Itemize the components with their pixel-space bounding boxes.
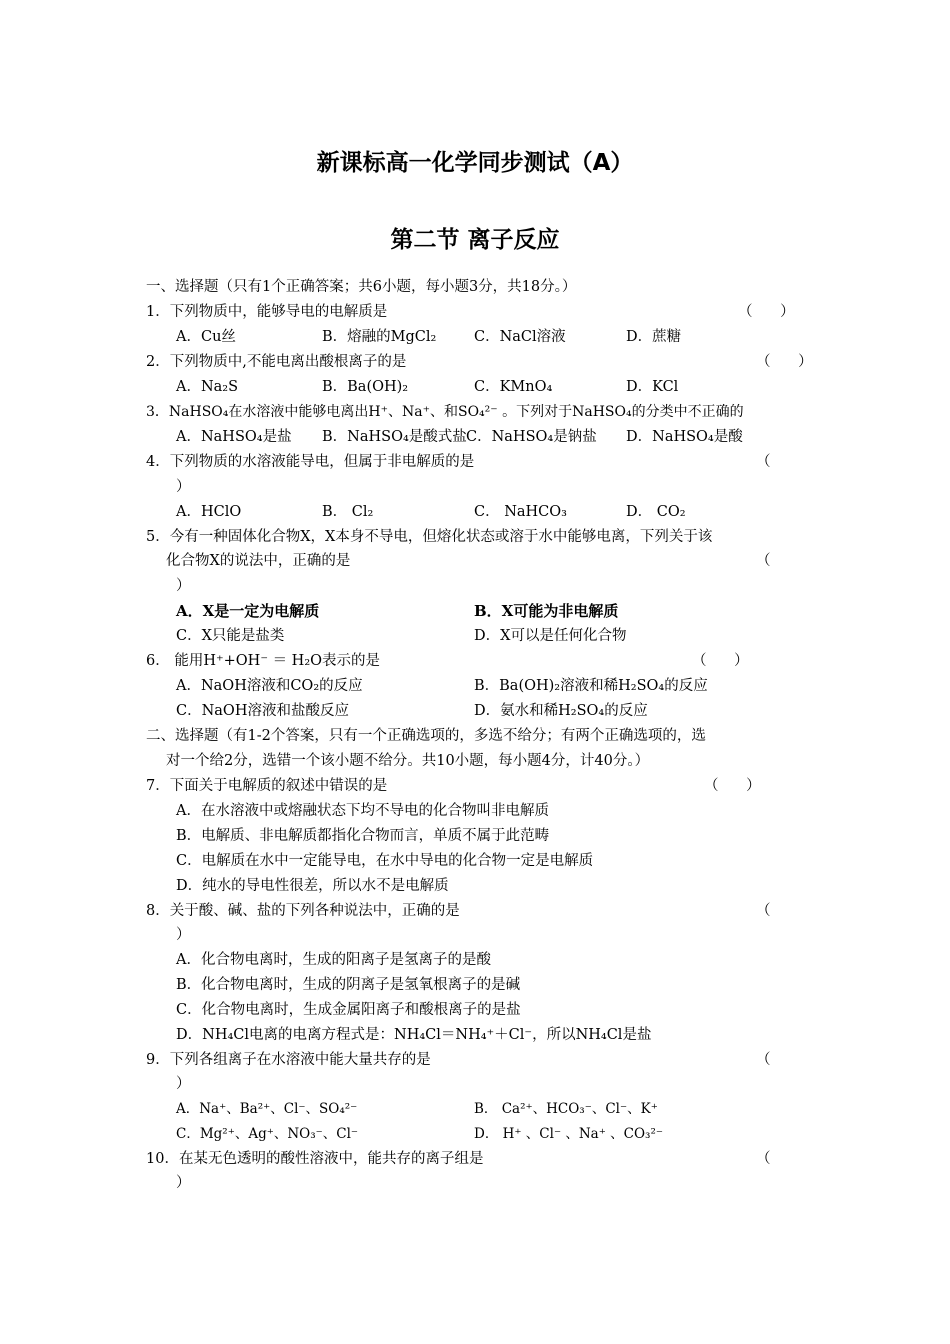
q2-option-b: B．Ba(OH)₂: [322, 379, 409, 395]
q5-option-c: C．X只能是盐类: [176, 628, 285, 644]
q6-option-d: D．氨水和稀H₂SO₄的反应: [474, 703, 648, 719]
question-3-stem: 3．NaHSO₄在水溶液中能够电离出H⁺、Na⁺、和SO₄²⁻ 。下列对于NaHSO₄的分类中不正确的: [146, 404, 744, 420]
answer-blank: （ ）: [704, 778, 761, 794]
question-8-stem: 8．关于酸、碱、盐的下列各种说法中，正确的是: [146, 903, 460, 919]
answer-blank-open: （: [756, 1052, 771, 1068]
answer-blank-close: ）: [176, 479, 191, 495]
q3-option-d: D．NaHSO₄是酸: [626, 429, 743, 445]
answer-blank: （ ）: [738, 304, 795, 320]
q2-option-d: D．KCl: [626, 379, 679, 395]
q5-option-b: B．X可能为非电解质: [474, 602, 619, 620]
page-title: 新课标高一化学同步测试（A）: [316, 150, 634, 176]
q1-option-c: C．NaCl溶液: [474, 329, 566, 345]
answer-blank-open: （: [756, 1151, 771, 1167]
q2-option-a: A．Na₂S: [176, 379, 239, 395]
answer-blank: （ ）: [756, 354, 813, 370]
q9-option-d: D． H⁺ 、Cl⁻ 、Na⁺ 、CO₃²⁻: [474, 1126, 663, 1142]
q7-option-b: B．电解质、非电解质都指化合物而言，单质不属于此范畴: [176, 828, 550, 844]
answer-blank-open: （: [756, 903, 771, 919]
q9-option-a: A．Na⁺、Ba²⁺、Cl⁻、SO₄²⁻: [176, 1101, 358, 1117]
answer-blank-close: ）: [176, 1076, 191, 1092]
q8-option-b: B．化合物电离时，生成的阴离子是氢氧根离子的是碱: [176, 977, 521, 993]
q8-option-a: A．化合物电离时，生成的阳离子是氢离子的是酸: [176, 952, 491, 968]
question-5-stem: 5．今有一种固体化合物X，X本身不导电，但熔化状态或溶于水中能够电离，下列关于该: [146, 529, 713, 545]
q3-option-b: B．NaHSO₄是酸式盐: [322, 429, 467, 445]
question-2-stem: 2．下列物质中,不能电离出酸根离子的是: [146, 354, 407, 370]
section-title: 第二节 离子反应: [390, 227, 560, 253]
q8-option-c: C．化合物电离时，生成金属阳离子和酸根离子的是盐: [176, 1002, 521, 1018]
question-4-stem: 4．下列物质的水溶液能导电，但属于非电解质的是: [146, 454, 475, 470]
q3-option-a: A．NaHSO₄是盐: [176, 429, 292, 445]
section-1-heading: 一、选择题（只有1个正确答案；共6小题，每小题3分，共18分。）: [146, 279, 577, 295]
q8-option-d: D．NH₄Cl电离的电离方程式是：NH₄Cl＝NH₄⁺＋Cl⁻，所以NH₄Cl是盐: [176, 1027, 652, 1043]
q4-option-c: C． NaHCO₃: [474, 504, 567, 520]
answer-blank-close: ）: [176, 927, 191, 943]
question-1-stem: 1．下列物质中，能够导电的电解质是: [146, 304, 388, 320]
q4-option-a: A．HClO: [176, 504, 242, 520]
q9-option-b: B． Ca²⁺、HCO₃⁻、Cl⁻、K⁺: [474, 1101, 658, 1117]
q5-option-a: A．X是一定为电解质: [176, 602, 320, 620]
q6-option-b: B．Ba(OH)₂溶液和稀H₂SO₄的反应: [474, 678, 708, 694]
q5-option-d: D．X可以是任何化合物: [474, 628, 627, 644]
q3-option-c: C．NaHSO₄是钠盐: [466, 429, 597, 445]
question-9-stem: 9．下列各组离子在水溶液中能大量共存的是: [146, 1052, 431, 1068]
q4-option-b: B． Cl₂: [322, 504, 374, 520]
q4-option-d: D． CO₂: [626, 504, 686, 520]
q6-option-c: C．NaOH溶液和盐酸反应: [176, 703, 349, 719]
answer-blank-open: （: [756, 553, 771, 569]
q7-option-c: C．电解质在水中一定能导电，在水中导电的化合物一定是电解质: [176, 853, 594, 869]
answer-blank-close: ）: [176, 1175, 191, 1191]
q7-option-d: D．纯水的导电性很差，所以水不是电解质: [176, 878, 449, 894]
q9-option-c: C．Mg²⁺、Ag⁺、NO₃⁻、Cl⁻: [176, 1126, 359, 1142]
answer-blank-open: （: [756, 454, 771, 470]
question-5-stem-cont: 化合物X的说法中，正确的是: [166, 553, 351, 569]
q2-option-c: C．KMnO₄: [474, 379, 553, 395]
section-2-heading: 二、选择题（有1-2个答案，只有一个正确选项的，多选不给分；有两个正确选项的，选: [146, 728, 706, 744]
question-6-stem: 6． 能用H⁺+OH⁻ ＝ H₂O表示的是: [146, 653, 381, 669]
q1-option-d: D．蔗糖: [626, 329, 682, 345]
answer-blank-close: ）: [176, 578, 191, 594]
q1-option-a: A．Cu丝: [176, 329, 236, 345]
answer-blank: （ ）: [692, 653, 749, 669]
section-2-heading-cont: 对一个给2分，选错一个该小题不给分。共10小题，每小题4分，计40分。）: [166, 753, 650, 769]
q6-option-a: A．NaOH溶液和CO₂的反应: [176, 678, 363, 694]
q7-option-a: A．在水溶液中或熔融状态下均不导电的化合物叫非电解质: [176, 803, 549, 819]
question-10-stem: 10．在某无色透明的酸性溶液中，能共存的离子组是: [146, 1151, 484, 1167]
q1-option-b: B．熔融的MgCl₂: [322, 329, 437, 345]
question-7-stem: 7．下面关于电解质的叙述中错误的是: [146, 778, 388, 794]
